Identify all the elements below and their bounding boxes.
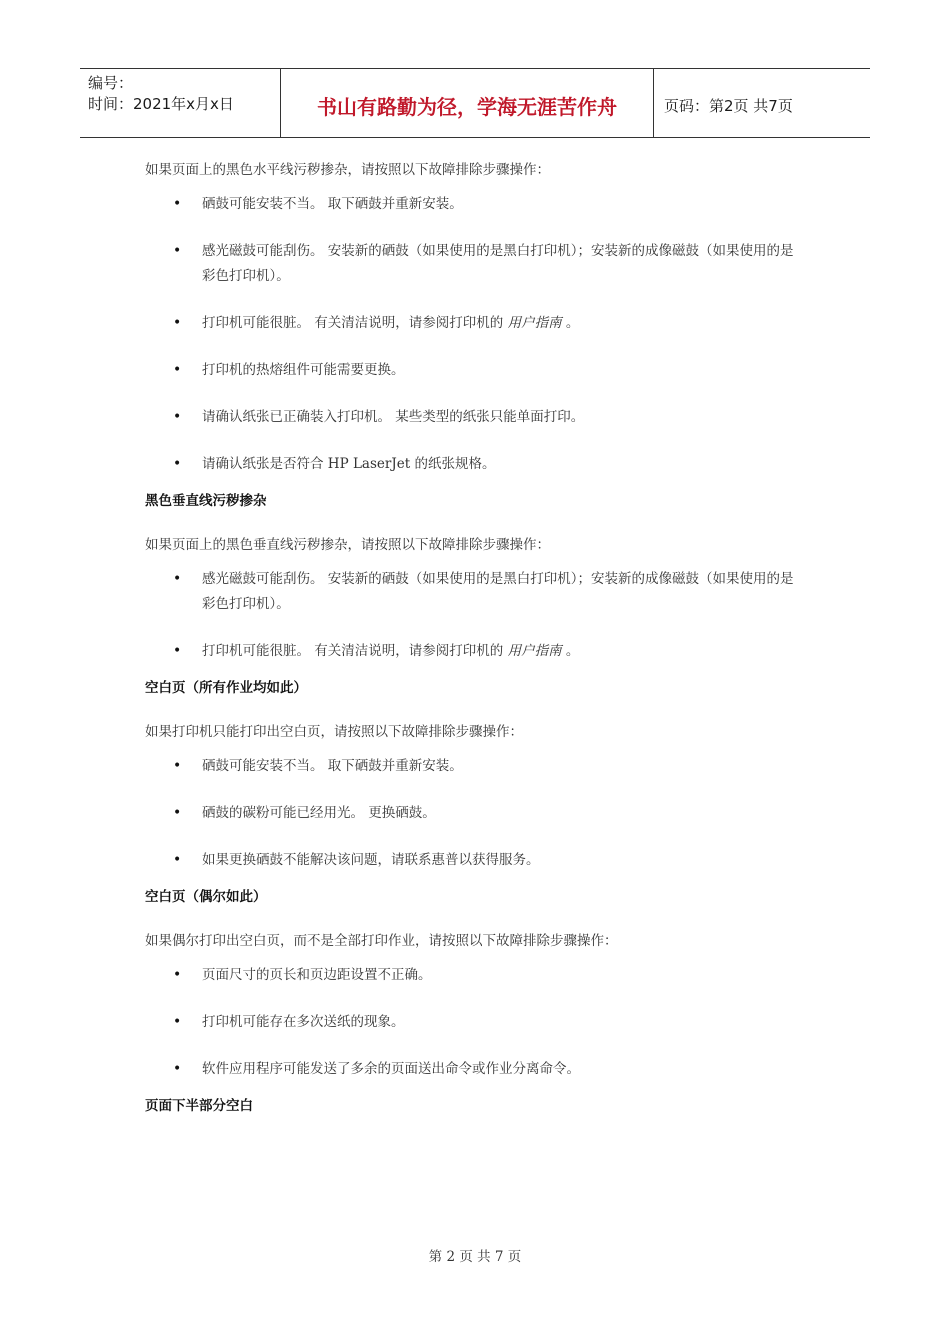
list-item: • 感光磁鼓可能刮伤。 安装新的硒鼓（如果使用的是黑白打印机）；安装新的成像磁鼓（如果使用的是彩色打印机）。 <box>145 567 805 617</box>
list-item: • 打印机的热熔组件可能需要更换。 <box>145 358 805 383</box>
bullet-list <box>145 567 805 664</box>
document-date: 时间：2021年x月x日 <box>88 95 234 113</box>
document-number-label: 编号： <box>88 74 134 92</box>
list-item: • 页面尺寸的页长和页边距设置不正确。 <box>145 963 805 988</box>
bullet-list <box>145 192 805 477</box>
page-footer: 第 2 页 共 7 页 <box>428 1249 522 1265</box>
list-item: • 请确认纸张已正确装入打印机。 某些类型的纸张只能单面打印。 <box>145 405 805 430</box>
bullet-list <box>145 963 805 1082</box>
list-item: • 打印机可能存在多次送纸的现象。 <box>145 1010 805 1035</box>
list-item: • 如果更换硒鼓不能解决该问题，请联系惠普以获得服务。 <box>145 848 805 873</box>
header-page-info: 页码：第2页 共7页 <box>664 96 793 115</box>
guide-reference: 用户指南 <box>507 315 562 331</box>
section-intro: 如果打印机只能打印出空白页，请按照以下故障排除步骤操作： <box>145 724 523 740</box>
list-item: • 感光磁鼓可能刮伤。 安装新的硒鼓（如果使用的是黑白打印机）；安装新的成像磁鼓（如果使用的是彩色打印机）。 <box>145 239 805 289</box>
bullet-list <box>145 754 805 873</box>
list-item: • 请确认纸张是否符合 HP LaserJet 的纸张规格。 <box>145 452 805 477</box>
section-intro: 如果页面上的黑色垂直线污秽掺杂，请按照以下故障排除步骤操作： <box>145 537 550 553</box>
list-item: • 打印机可能很脏。 有关清洁说明，请参阅打印机的 用户指南 。 <box>145 639 805 664</box>
section-intro: 如果偶尔打印出空白页，而不是全部打印作业，请按照以下故障排除步骤操作： <box>145 933 618 949</box>
section-heading: 空白页（偶尔如此） <box>145 889 267 905</box>
header-meta <box>80 69 281 137</box>
document-body <box>145 150 805 1118</box>
section-intro: 如果页面上的黑色水平线污秽掺杂，请按照以下故障排除步骤操作： <box>145 162 550 178</box>
list-item: • 硒鼓可能安装不当。 取下硒鼓并重新安装。 <box>145 754 805 779</box>
list-item: • 软件应用程序可能发送了多余的页面送出命令或作业分离命令。 <box>145 1057 805 1082</box>
header-motto: 书山有路勤为径，学海无涯苦作舟 <box>281 69 654 137</box>
list-item: • 打印机可能很脏。 有关清洁说明，请参阅打印机的 用户指南 。 <box>145 311 805 336</box>
section-heading: 黑色垂直线污秽掺杂 <box>145 493 267 509</box>
list-item: • 硒鼓可能安装不当。 取下硒鼓并重新安装。 <box>145 192 805 217</box>
list-item: • 硒鼓的碳粉可能已经用光。 更换硒鼓。 <box>145 801 805 826</box>
guide-reference: 用户指南 <box>507 643 562 659</box>
section-heading: 页面下半部分空白 <box>145 1098 253 1114</box>
section-heading: 空白页（所有作业均如此） <box>145 680 307 696</box>
page-header <box>80 68 870 138</box>
